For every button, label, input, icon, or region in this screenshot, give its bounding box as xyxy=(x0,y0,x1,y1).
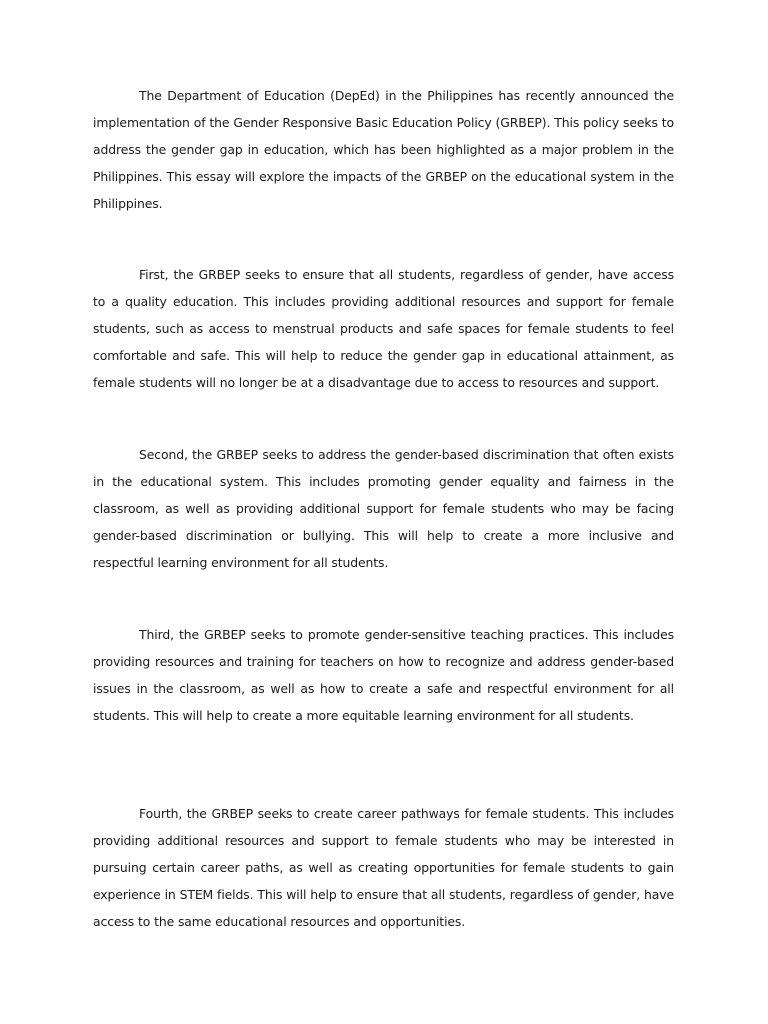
paragraph-second-point: Second, the GRBEP seeks to address the gender-based discrimination that often exists in the educational system. This includes promoting gender equality and fairness in the classroom, as well as providing additional support for female students who may be facing gender-based discrimination or bullying. This will help to create a more inclusive and respectful learning environment for all students. xyxy=(93,447,674,570)
paragraph-fourth-point: Fourth, the GRBEP seeks to create career pathways for female students. This includes providing additional resources and support to female students who may be interested in pursuing certain career paths, as well as creating opportunities for female students to gain experience in STEM fields. This will help to ensure that all students, regardless of gender, have access to the same educational resources and opportunities. xyxy=(93,806,674,929)
paragraph-first-point: First, the GRBEP seeks to ensure that all students, regardless of gender, have access to a quality education. This includes providing additional resources and support for female students, such as access to menstrual products and safe spaces for female students to feel comfortable and safe. This will help to reduce the gender gap in educational attainment, as female students will no longer be at a disadvantage due to access to resources and support. xyxy=(93,267,674,390)
paragraph-third-point: Third, the GRBEP seeks to promote gender-sensitive teaching practices. This includes providing resources and training for teachers on how to recognize and address gender-based issues in the classroom, as well as how to create a safe and respectful environment for all students. This will help to create a more equitable learning environment for all students. xyxy=(93,627,674,723)
paragraph-introduction: The Department of Education (DepEd) in the Philippines has recently announced the implementation of the Gender Responsive Basic Education Policy (GRBEP). This policy seeks to address the gender gap in education, which has been highlighted as a major problem in the Philippines. This essay will explore the impacts of the GRBEP on the educational system in the Philippines. xyxy=(93,88,674,211)
